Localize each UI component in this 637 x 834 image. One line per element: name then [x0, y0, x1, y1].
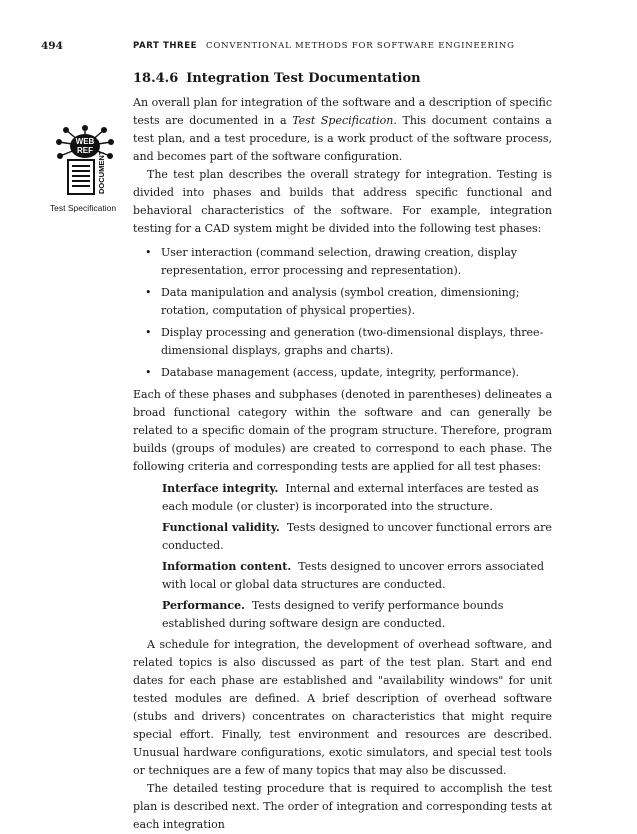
part-title: CONVENTIONAL METHODS FOR SOFTWARE ENGINEERING: [206, 41, 515, 51]
paragraph-4: A schedule for integration, the development of overhead software, and related topics is also discussed as part of the test plan. Start and end dates for each phase are established and "availability windows" for unit tested modules are defined. A brief description of overhead software (stubs and drivers) concentrates on characteristics that might require special effort. Finally, test environment and resources are described. Unusual hardware configurations, exotic simulators, and special test tools or techniques are a few of many topics that may also be discussed.: [133, 638, 552, 777]
list-item: • User interaction (command selection, drawing creation, display representation, error processing and representation).: [161, 244, 552, 280]
margin-caption: Test Specification: [49, 203, 117, 213]
document-label: DOCUMENT: [97, 150, 106, 194]
paragraph-2: The test plan describes the overall strategy for integration. Testing is divided into phases and builds that address specific functional and behavioral characteristics of the software. For example, integration testing for a CAD system might be divided into the following test phases:: [133, 168, 552, 235]
section-number: 18.4.6: [133, 71, 179, 86]
page-number: 494: [41, 40, 63, 52]
list-item: • Database management (access, update, integrity, performance).: [161, 364, 552, 382]
criterion-item: Interface integrity. Internal and external interfaces are tested as each module (or cluster) is incorporated into the structure.: [162, 482, 539, 513]
list-item: • Display processing and generation (two-dimensional displays, three-dimensional displays, graphs and charts).: [161, 324, 552, 360]
svg-text:REF: REF: [77, 146, 93, 155]
criterion-item: Functional validity. Tests designed to uncover functional errors are conducted.: [162, 521, 552, 552]
paragraph-3: Each of these phases and subphases (denoted in parentheses) delineates a broad functional category within the software and can generally be related to a specific domain of the program structure. Therefore, program builds (groups of modules) are created to correspond to each phase. The following criteria and corresponding tests are applied for all test phases:: [133, 388, 552, 473]
part-label: PART THREE: [133, 41, 198, 51]
document-icon: [54, 124, 116, 210]
running-head: [133, 41, 515, 51]
paragraph-1: An overall plan for integration of the software and a description of specific tests are documented in a Test Specification. This document contains a test plan, and a test procedure, is a work product of the software process, and becomes part of the software configuration.: [133, 96, 552, 163]
test-phase-list: [133, 244, 552, 382]
criterion-item: Information content. Tests designed to uncover errors associated with local or global data structures are conducted.: [162, 560, 545, 591]
page-header: [41, 40, 601, 56]
main-text: [133, 70, 552, 834]
paragraph-5: The detailed testing procedure that is required to accomplish the test plan is described next. The order of integration and corresponding tests at each integration: [133, 782, 552, 831]
list-item: • Data manipulation and analysis (symbol creation, dimensioning; rotation, computation of physical properties).: [161, 284, 552, 320]
criteria-list: [133, 480, 552, 633]
section-title: Integration Test Documentation: [186, 71, 421, 86]
svg-text:WEB: WEB: [75, 137, 95, 146]
italic-term: Test Specification.: [292, 114, 397, 127]
section-heading: [133, 70, 552, 88]
criterion-item: Performance. Tests designed to verify performance bounds established during software design are conducted.: [162, 599, 504, 630]
